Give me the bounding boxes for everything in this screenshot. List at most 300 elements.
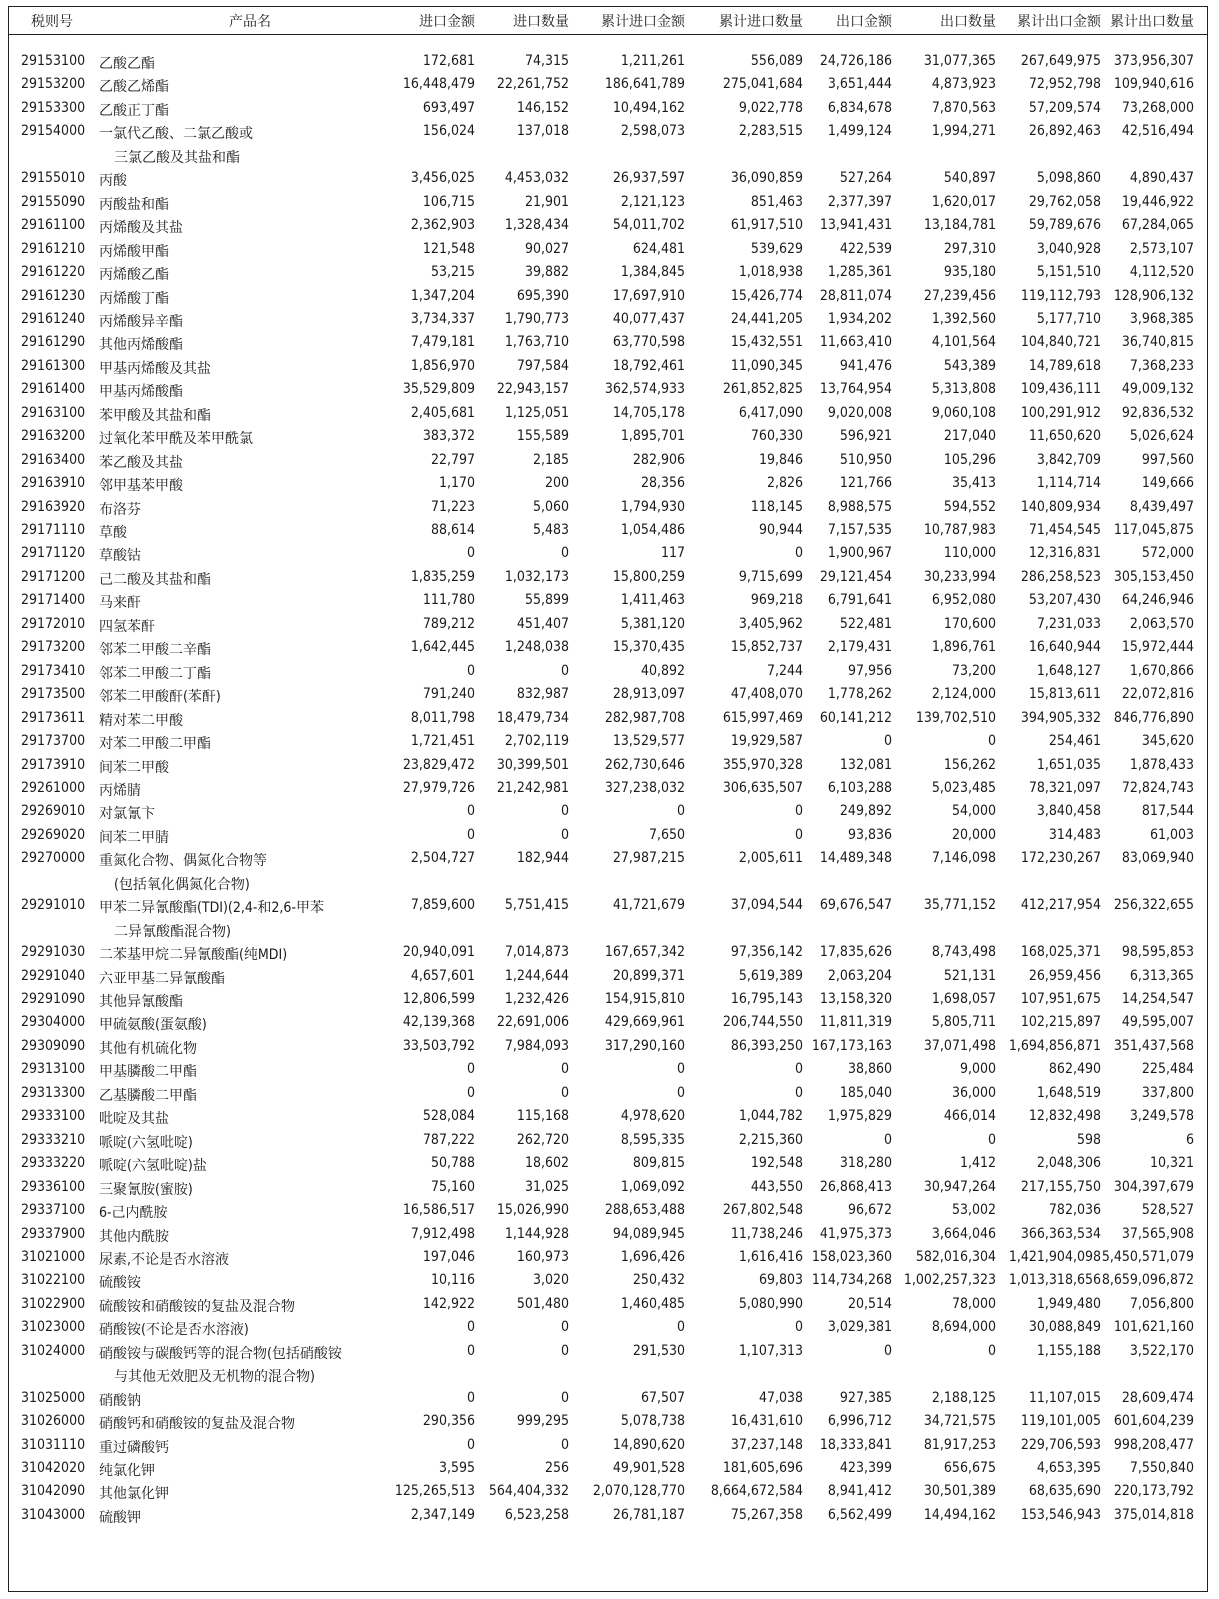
row-export-quantity: 521,131 xyxy=(943,967,996,984)
row-product-name: 硝酸铵(不论是否水溶液) xyxy=(99,1322,249,1339)
row-export-amount: 596,921 xyxy=(839,428,892,445)
row-cum-import-amount: 40,892 xyxy=(640,662,685,679)
row-import-amount: 290,356 xyxy=(422,1413,475,1430)
row-cum-import-amount: 13,529,577 xyxy=(612,733,685,750)
row-cum-import-quantity: 47,408,070 xyxy=(730,686,803,703)
row-export-amount: 28,811,074 xyxy=(819,287,892,304)
row-code: 29309090 xyxy=(21,1037,86,1054)
row-cum-import-quantity: 9,022,778 xyxy=(738,99,803,116)
row-export-amount: 2,179,431 xyxy=(827,639,892,656)
row-code: 29291030 xyxy=(21,944,86,961)
row-cum-import-quantity: 1,107,313 xyxy=(738,1342,803,1359)
row-import-quantity: 155,589 xyxy=(516,428,569,445)
row-product-name: 硫酸铵和硝酸铵的复盐及混合物 xyxy=(99,1298,295,1315)
row-product-name: 丙烯酸丁酯 xyxy=(99,290,169,307)
row-cum-export-amount: 7,231,033 xyxy=(1036,615,1101,632)
row-cum-import-quantity: 36,090,859 xyxy=(730,170,803,187)
row-export-amount: 9,020,008 xyxy=(827,404,892,421)
row-code: 29171110 xyxy=(21,522,86,538)
row-cum-import-amount: 154,915,810 xyxy=(604,991,685,1007)
row-cum-import-amount: 262,730,646 xyxy=(604,756,685,773)
row-export-amount: 6,103,288 xyxy=(827,779,892,796)
row-product-name: 乙酸乙烯酯 xyxy=(99,79,169,96)
row-import-amount: 693,497 xyxy=(422,99,475,116)
row-import-quantity: 3,020 xyxy=(532,1272,569,1289)
row-export-amount: 29,121,454 xyxy=(819,568,892,585)
row-import-amount: 1,856,970 xyxy=(410,357,475,374)
row-product-name: 其他丙烯酸酯 xyxy=(99,337,183,354)
row-product-name: 乙基膦酸二甲酯 xyxy=(99,1087,197,1104)
row-product-name: 甲苯二异氰酸酯(TDI)(2,4-和2,6-甲苯 xyxy=(99,900,324,917)
row-code: 29172010 xyxy=(21,615,86,632)
row-cum-import-amount: 0 xyxy=(676,1319,685,1336)
row-cum-import-amount: 15,370,435 xyxy=(612,639,685,656)
row-cum-import-quantity: 539,629 xyxy=(750,240,803,257)
row-cum-export-quantity: 528,527 xyxy=(1141,1202,1194,1219)
row-import-amount: 8,011,798 xyxy=(410,709,475,726)
row-export-amount: 14,489,348 xyxy=(819,850,892,867)
row-cum-export-amount: 412,217,954 xyxy=(1020,897,1101,914)
row-cum-import-amount: 4,978,620 xyxy=(620,1108,685,1125)
row-export-quantity: 2,124,000 xyxy=(931,686,996,703)
row-export-amount: 8,941,412 xyxy=(827,1483,892,1500)
row-import-amount: 106,715 xyxy=(422,193,475,210)
row-import-quantity: 797,584 xyxy=(516,357,569,374)
row-product-name: 硫酸铵 xyxy=(99,1275,141,1292)
row-import-amount: 0 xyxy=(466,545,475,562)
row-cum-import-quantity: 969,218 xyxy=(750,592,803,609)
row-export-quantity: 35,413 xyxy=(951,475,996,492)
row-cum-export-amount: 119,112,793 xyxy=(1020,287,1101,304)
row-import-quantity: 1,248,038 xyxy=(504,639,569,656)
row-product-name: 哌啶(六氢吡啶)盐 xyxy=(99,1158,207,1175)
row-code: 29304000 xyxy=(21,1014,86,1031)
row-cum-import-amount: 28,356 xyxy=(640,475,685,492)
row-export-quantity: 10,787,983 xyxy=(923,522,996,538)
row-code: 29173200 xyxy=(21,639,86,656)
row-export-amount: 114,734,268 xyxy=(811,1272,892,1289)
row-export-quantity: 0 xyxy=(987,1342,996,1359)
row-import-quantity: 832,987 xyxy=(516,686,569,703)
row-cum-export-quantity: 109,940,616 xyxy=(1113,76,1194,93)
row-product-name: 丙烯酸甲酯 xyxy=(99,243,169,260)
row-cum-import-amount: 362,574,933 xyxy=(604,381,685,398)
row-code: 29173700 xyxy=(21,733,86,750)
row-cum-export-amount: 3,040,928 xyxy=(1036,240,1101,257)
row-cum-import-quantity: 556,089 xyxy=(750,53,803,69)
row-cum-import-amount: 26,937,597 xyxy=(612,170,685,187)
row-cum-export-quantity: 4,890,437 xyxy=(1129,170,1194,187)
row-cum-import-quantity: 9,715,699 xyxy=(738,568,803,585)
row-import-quantity: 22,261,752 xyxy=(496,76,569,93)
row-code: 29163400 xyxy=(21,451,86,468)
row-cum-export-quantity: 83,069,940 xyxy=(1121,850,1194,867)
row-import-quantity: 695,390 xyxy=(516,287,569,304)
row-cum-import-amount: 26,781,187 xyxy=(612,1506,685,1523)
row-import-quantity: 1,790,773 xyxy=(504,310,569,327)
row-cum-export-quantity: 7,550,840 xyxy=(1129,1460,1194,1476)
row-cum-import-amount: 167,657,342 xyxy=(604,944,685,961)
row-export-quantity: 34,721,575 xyxy=(923,1413,996,1430)
row-export-quantity: 1,994,271 xyxy=(931,123,996,140)
row-import-amount: 197,046 xyxy=(422,1248,475,1265)
row-cum-export-quantity: 375,014,818 xyxy=(1113,1506,1194,1523)
row-product-name: 一氯代乙酸、二氯乙酸或 xyxy=(99,126,253,143)
row-cum-export-quantity: 37,565,908 xyxy=(1121,1225,1194,1242)
row-cum-export-quantity: 817,544 xyxy=(1141,803,1194,820)
header-export-amount: 出口金额 xyxy=(836,14,892,30)
row-import-amount: 2,362,903 xyxy=(410,217,475,234)
row-product-name: 丙烯酸及其盐 xyxy=(99,220,183,237)
row-cum-export-quantity: 572,000 xyxy=(1141,545,1194,562)
row-cum-import-quantity: 5,619,389 xyxy=(738,967,803,984)
row-cum-export-amount: 30,088,849 xyxy=(1028,1319,1101,1336)
row-export-quantity: 1,620,017 xyxy=(931,193,996,210)
row-cum-import-quantity: 1,018,938 xyxy=(738,264,803,281)
row-export-quantity: 78,000 xyxy=(951,1295,996,1312)
row-cum-export-quantity: 6 xyxy=(1185,1131,1194,1148)
row-export-amount: 3,029,381 xyxy=(827,1319,892,1336)
row-export-quantity: 14,494,162 xyxy=(923,1506,996,1523)
row-cum-export-quantity: 337,800 xyxy=(1141,1084,1194,1101)
row-cum-import-amount: 7,650 xyxy=(648,826,685,843)
row-export-amount: 11,811,319 xyxy=(819,1014,892,1031)
table-header xyxy=(9,7,1207,35)
header-code: 税则号 xyxy=(31,14,73,30)
row-code: 29163100 xyxy=(21,404,86,421)
row-import-amount: 2,405,681 xyxy=(410,404,475,421)
row-cum-export-amount: 3,840,458 xyxy=(1036,803,1101,820)
row-product-name: 吡啶及其盐 xyxy=(99,1111,169,1128)
row-cum-export-quantity: 601,604,239 xyxy=(1113,1413,1194,1430)
row-product-name-cont: 二异氰酸酯混合物) xyxy=(114,923,231,940)
row-import-amount: 156,024 xyxy=(422,123,475,140)
row-cum-import-amount: 40,077,437 xyxy=(612,310,685,327)
row-product-name: 草酸钴 xyxy=(99,548,141,565)
row-cum-export-quantity: 64,246,946 xyxy=(1121,592,1194,609)
row-import-quantity: 55,899 xyxy=(524,592,569,609)
row-cum-export-amount: 1,421,904,098 xyxy=(1008,1248,1101,1265)
row-export-amount: 0 xyxy=(883,733,892,750)
row-cum-export-amount: 15,813,611 xyxy=(1028,686,1101,703)
row-cum-export-quantity: 117,045,875 xyxy=(1113,522,1194,538)
row-import-quantity: 0 xyxy=(560,1084,569,1101)
row-product-name: 草酸 xyxy=(99,525,127,541)
row-import-quantity: 18,602 xyxy=(524,1155,569,1172)
row-import-amount: 172,681 xyxy=(422,53,475,69)
row-export-amount: 60,141,212 xyxy=(819,709,892,726)
row-cum-import-amount: 117 xyxy=(660,545,685,562)
row-import-quantity: 0 xyxy=(560,803,569,820)
row-cum-export-amount: 71,454,545 xyxy=(1028,522,1101,538)
row-import-quantity: 0 xyxy=(560,1389,569,1406)
row-code: 29337900 xyxy=(21,1225,86,1242)
row-cum-export-amount: 1,648,127 xyxy=(1036,662,1101,679)
row-export-amount: 927,385 xyxy=(839,1389,892,1406)
row-import-amount: 3,595 xyxy=(438,1460,475,1476)
row-export-quantity: 594,552 xyxy=(943,498,996,515)
header-cum-import-amount: 累计进口金额 xyxy=(601,14,685,30)
row-product-name: 丙烯酸乙酯 xyxy=(99,267,169,284)
row-import-quantity: 1,244,644 xyxy=(504,967,569,984)
row-code: 29153100 xyxy=(21,53,86,69)
row-cum-import-quantity: 0 xyxy=(794,1061,803,1078)
row-import-amount: 20,940,091 xyxy=(402,944,475,961)
row-import-quantity: 501,480 xyxy=(516,1295,569,1312)
row-product-name: 哌啶(六氢吡啶) xyxy=(99,1134,193,1151)
row-import-amount: 1,642,445 xyxy=(410,639,475,656)
row-cum-export-quantity: 98,595,853 xyxy=(1121,944,1194,961)
row-export-quantity: 30,501,389 xyxy=(923,1483,996,1500)
row-cum-export-amount: 782,036 xyxy=(1048,1202,1101,1219)
row-export-quantity: 5,023,485 xyxy=(931,779,996,796)
row-code: 31022100 xyxy=(21,1272,86,1289)
row-cum-import-amount: 1,411,463 xyxy=(620,592,685,609)
row-cum-export-quantity: 7,368,233 xyxy=(1129,357,1194,374)
row-code: 29171400 xyxy=(21,592,86,609)
row-code: 29154000 xyxy=(21,123,86,140)
row-cum-import-quantity: 75,267,358 xyxy=(730,1506,803,1523)
row-product-name: 乙酸正丁酯 xyxy=(99,102,169,119)
row-export-quantity: 1,412 xyxy=(959,1155,996,1172)
row-import-quantity: 0 xyxy=(560,1061,569,1078)
row-cum-import-amount: 49,901,528 xyxy=(612,1460,685,1476)
row-cum-import-amount: 1,069,092 xyxy=(620,1178,685,1195)
row-export-amount: 8,988,575 xyxy=(827,498,892,515)
row-import-quantity: 0 xyxy=(560,1342,569,1359)
row-export-quantity: 4,873,923 xyxy=(931,76,996,93)
row-cum-import-amount: 0 xyxy=(676,1061,685,1078)
row-cum-import-amount: 282,987,708 xyxy=(604,709,685,726)
row-import-amount: 10,116 xyxy=(430,1272,475,1289)
row-cum-import-amount: 1,696,426 xyxy=(620,1248,685,1265)
row-export-quantity: 73,200 xyxy=(951,662,996,679)
row-cum-export-amount: 140,809,934 xyxy=(1020,498,1101,515)
row-cum-import-amount: 14,890,620 xyxy=(612,1436,685,1453)
row-cum-export-quantity: 49,009,132 xyxy=(1121,381,1194,398)
row-cum-export-quantity: 128,906,132 xyxy=(1113,287,1194,304)
header-cum-export-amount: 累计出口金额 xyxy=(1017,14,1101,30)
row-cum-export-amount: 598 xyxy=(1076,1131,1101,1148)
row-import-amount: 2,347,149 xyxy=(410,1506,475,1523)
row-product-name: 精对苯二甲酸 xyxy=(99,712,183,729)
row-code: 29163920 xyxy=(21,498,86,515)
row-export-amount: 1,975,829 xyxy=(827,1108,892,1125)
row-import-amount: 3,456,025 xyxy=(410,170,475,187)
row-cum-export-quantity: 8,439,497 xyxy=(1129,498,1194,515)
row-export-amount: 18,333,841 xyxy=(819,1436,892,1453)
row-cum-import-quantity: 15,432,551 xyxy=(730,334,803,351)
row-cum-import-quantity: 8,664,672,584 xyxy=(710,1483,803,1500)
row-product-name-cont: (包括氧化偶氮化合物) xyxy=(114,876,250,893)
row-cum-export-quantity: 351,437,568 xyxy=(1113,1037,1194,1054)
row-product-name: 丙酸盐和酯 xyxy=(99,196,169,213)
row-cum-import-amount: 0 xyxy=(676,1084,685,1101)
row-cum-import-quantity: 7,244 xyxy=(766,662,803,679)
row-cum-export-quantity: 2,573,107 xyxy=(1129,240,1194,257)
row-import-quantity: 18,479,734 xyxy=(496,709,569,726)
row-cum-export-quantity: 225,484 xyxy=(1141,1061,1194,1078)
row-import-quantity: 21,242,981 xyxy=(496,779,569,796)
row-cum-import-amount: 327,238,032 xyxy=(604,779,685,796)
row-product-name: 丙酸 xyxy=(99,173,127,190)
row-code: 29171120 xyxy=(21,545,86,562)
row-import-quantity: 0 xyxy=(560,1436,569,1453)
row-cum-import-quantity: 355,970,328 xyxy=(722,756,803,773)
row-import-amount: 16,586,517 xyxy=(402,1202,475,1219)
row-cum-import-quantity: 267,802,548 xyxy=(722,1202,803,1219)
row-product-name: 三聚氰胺(蜜胺) xyxy=(99,1181,193,1198)
row-cum-import-amount: 1,895,701 xyxy=(620,428,685,445)
row-cum-import-amount: 63,770,598 xyxy=(612,334,685,351)
row-export-amount: 13,941,431 xyxy=(819,217,892,234)
row-export-amount: 6,834,678 xyxy=(827,99,892,116)
row-cum-import-amount: 1,460,485 xyxy=(620,1295,685,1312)
row-import-quantity: 1,232,426 xyxy=(504,991,569,1007)
row-cum-import-quantity: 6,417,090 xyxy=(738,404,803,421)
row-cum-export-quantity: 22,072,816 xyxy=(1121,686,1194,703)
row-cum-import-quantity: 11,738,246 xyxy=(730,1225,803,1242)
row-export-amount: 1,499,124 xyxy=(827,123,892,140)
row-export-quantity: 31,077,365 xyxy=(923,53,996,69)
row-cum-export-amount: 26,959,456 xyxy=(1028,967,1101,984)
row-export-amount: 422,539 xyxy=(839,240,892,257)
row-cum-export-quantity: 2,063,570 xyxy=(1129,615,1194,632)
row-export-quantity: 6,952,080 xyxy=(931,592,996,609)
row-product-name: 对氯氰卞 xyxy=(99,806,155,823)
row-import-amount: 0 xyxy=(466,1084,475,1101)
row-product-name: 马来酐 xyxy=(99,595,141,612)
header-cum-import-quantity: 累计进口数量 xyxy=(719,14,803,30)
row-export-quantity: 3,664,046 xyxy=(931,1225,996,1242)
row-export-quantity: 36,000 xyxy=(951,1084,996,1101)
row-cum-export-amount: 100,291,912 xyxy=(1020,404,1101,421)
row-cum-export-amount: 168,025,371 xyxy=(1020,944,1101,961)
row-cum-export-quantity: 14,254,547 xyxy=(1121,991,1194,1007)
row-cum-import-quantity: 5,080,990 xyxy=(738,1295,803,1312)
row-code: 31042090 xyxy=(21,1483,86,1500)
row-import-amount: 787,222 xyxy=(422,1131,475,1148)
row-cum-import-amount: 54,011,702 xyxy=(612,217,685,234)
row-import-quantity: 0 xyxy=(560,1319,569,1336)
row-cum-export-quantity: 8,659,096,872 xyxy=(1101,1272,1194,1289)
row-code: 31026000 xyxy=(21,1413,86,1430)
row-import-amount: 3,734,337 xyxy=(410,310,475,327)
row-product-name: 其他内酰胺 xyxy=(99,1228,169,1245)
row-export-quantity: 1,896,761 xyxy=(931,639,996,656)
row-cum-export-amount: 57,209,574 xyxy=(1028,99,1101,116)
row-code: 29336100 xyxy=(21,1178,86,1195)
row-cum-import-amount: 28,913,097 xyxy=(612,686,685,703)
row-import-quantity: 256 xyxy=(544,1460,569,1476)
row-code: 29269020 xyxy=(21,826,86,843)
row-import-quantity: 4,453,032 xyxy=(504,170,569,187)
row-import-quantity: 146,152 xyxy=(516,99,569,116)
header-import-quantity: 进口数量 xyxy=(513,14,569,30)
row-cum-import-quantity: 0 xyxy=(794,803,803,820)
row-export-amount: 527,264 xyxy=(839,170,892,187)
row-cum-export-amount: 5,177,710 xyxy=(1036,310,1101,327)
row-export-quantity: 54,000 xyxy=(951,803,996,820)
row-product-name: 丙烯腈 xyxy=(99,782,141,799)
row-cum-export-quantity: 15,972,444 xyxy=(1121,639,1194,656)
row-cum-export-amount: 104,840,721 xyxy=(1020,334,1101,351)
row-cum-import-quantity: 206,744,550 xyxy=(722,1014,803,1031)
row-import-quantity: 160,973 xyxy=(516,1248,569,1265)
row-import-quantity: 182,944 xyxy=(516,850,569,867)
header-name: 产品名 xyxy=(229,14,271,30)
row-export-amount: 26,868,413 xyxy=(819,1178,892,1195)
row-export-quantity: 543,389 xyxy=(943,357,996,374)
row-cum-export-amount: 119,101,005 xyxy=(1020,1413,1101,1430)
row-cum-import-amount: 1,054,486 xyxy=(620,522,685,538)
row-import-amount: 0 xyxy=(466,1389,475,1406)
row-export-amount: 318,280 xyxy=(839,1155,892,1172)
row-product-name: 苯甲酸及其盐和酯 xyxy=(99,407,211,424)
row-cum-export-quantity: 6,313,365 xyxy=(1129,967,1194,984)
row-export-amount: 0 xyxy=(883,1342,892,1359)
row-export-amount: 96,672 xyxy=(847,1202,892,1219)
row-export-quantity: 8,694,000 xyxy=(931,1319,996,1336)
row-import-amount: 0 xyxy=(466,1319,475,1336)
row-code: 31042020 xyxy=(21,1460,86,1476)
row-export-quantity: 170,600 xyxy=(943,615,996,632)
row-cum-import-quantity: 37,237,148 xyxy=(730,1436,803,1453)
row-export-quantity: 139,702,510 xyxy=(915,709,996,726)
row-cum-import-quantity: 2,283,515 xyxy=(738,123,803,140)
row-cum-export-quantity: 220,173,792 xyxy=(1113,1483,1194,1500)
row-cum-export-amount: 394,905,332 xyxy=(1020,709,1101,726)
row-cum-import-amount: 186,641,789 xyxy=(604,76,685,93)
row-product-name: 苯乙酸及其盐 xyxy=(99,454,183,471)
row-code: 31024000 xyxy=(21,1342,86,1359)
row-cum-import-amount: 20,899,371 xyxy=(612,967,685,984)
row-export-quantity: 110,000 xyxy=(943,545,996,562)
row-cum-export-amount: 172,230,267 xyxy=(1020,850,1101,867)
row-import-quantity: 1,125,051 xyxy=(504,404,569,421)
row-import-amount: 22,797 xyxy=(430,451,475,468)
row-import-quantity: 0 xyxy=(560,826,569,843)
row-code: 29161290 xyxy=(21,334,86,351)
row-export-quantity: 1,392,560 xyxy=(931,310,996,327)
row-cum-export-amount: 12,316,831 xyxy=(1028,545,1101,562)
row-import-quantity: 999,295 xyxy=(516,1413,569,1430)
row-product-name: 甲基丙烯酸酯 xyxy=(99,384,183,401)
row-cum-import-quantity: 15,852,737 xyxy=(730,639,803,656)
row-import-quantity: 6,523,258 xyxy=(504,1506,569,1523)
row-import-quantity: 31,025 xyxy=(524,1178,569,1195)
row-import-amount: 1,721,451 xyxy=(410,733,475,750)
row-cum-export-quantity: 3,522,170 xyxy=(1129,1342,1194,1359)
row-cum-export-quantity: 67,284,065 xyxy=(1121,217,1194,234)
row-import-amount: 0 xyxy=(466,1342,475,1359)
row-cum-export-amount: 217,155,750 xyxy=(1020,1178,1101,1195)
row-export-amount: 121,766 xyxy=(839,475,892,492)
row-cum-import-quantity: 0 xyxy=(794,545,803,562)
row-export-quantity: 156,262 xyxy=(943,756,996,773)
row-cum-export-quantity: 19,446,922 xyxy=(1121,193,1194,210)
row-export-amount: 6,996,712 xyxy=(827,1413,892,1430)
row-product-name: 己二酸及其盐和酯 xyxy=(99,571,211,588)
row-cum-export-quantity: 256,322,655 xyxy=(1113,897,1194,914)
row-export-quantity: 37,071,498 xyxy=(923,1037,996,1054)
row-cum-import-amount: 809,815 xyxy=(632,1155,685,1172)
row-code: 29153300 xyxy=(21,99,86,116)
row-import-amount: 75,160 xyxy=(430,1178,475,1195)
row-cum-export-quantity: 7,056,800 xyxy=(1129,1295,1194,1312)
row-import-amount: 4,657,601 xyxy=(410,967,475,984)
row-code: 31021000 xyxy=(21,1248,86,1265)
